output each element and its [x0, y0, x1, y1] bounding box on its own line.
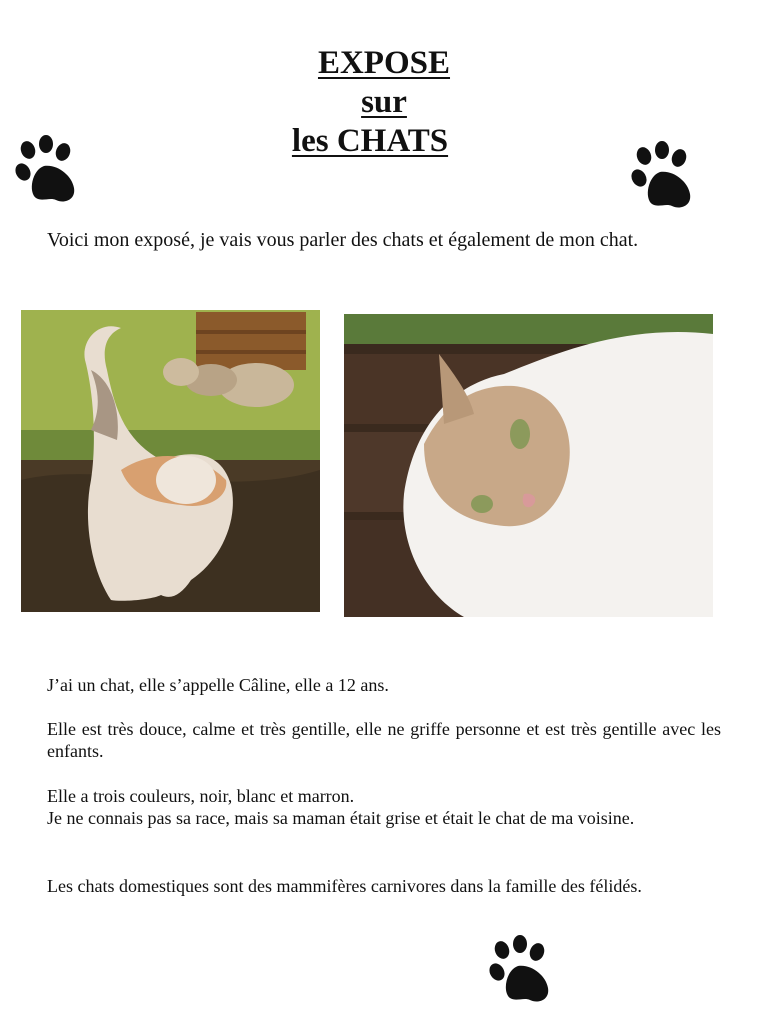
- paragraph-colors-line: Elle a trois couleurs, noir, blanc et marron.: [47, 786, 355, 806]
- paw-print-icon: [622, 136, 702, 216]
- title-line-1: EXPOSE: [317, 45, 451, 81]
- paragraph-felids: Les chats domestiques sont des mammifères carnivores dans la famille des félidés.: [47, 876, 642, 896]
- intro-paragraph: Voici mon exposé, je vais vous parler des chats et également de mon chat.: [47, 229, 639, 251]
- paw-print-icon: [480, 930, 560, 1010]
- paragraph-temperament: Elle est très douce, calme et très gentille, elle ne griffe personne et est très gentille avec les enfants.: [47, 719, 721, 761]
- cat-photo-garden: [21, 310, 320, 612]
- title-line-3: les CHATS: [291, 123, 449, 159]
- paragraph-colors: [47, 785, 721, 829]
- cat-photo-bench: [344, 314, 713, 617]
- paragraph-name-age: J’ai un chat, elle s’appelle Câline, elle a 12 ans.: [47, 675, 389, 695]
- title-line-2: sur: [361, 84, 407, 120]
- paragraph-breed-line: Je ne connais pas sa race, mais sa maman était grise et était le chat de ma voisine.: [47, 808, 635, 828]
